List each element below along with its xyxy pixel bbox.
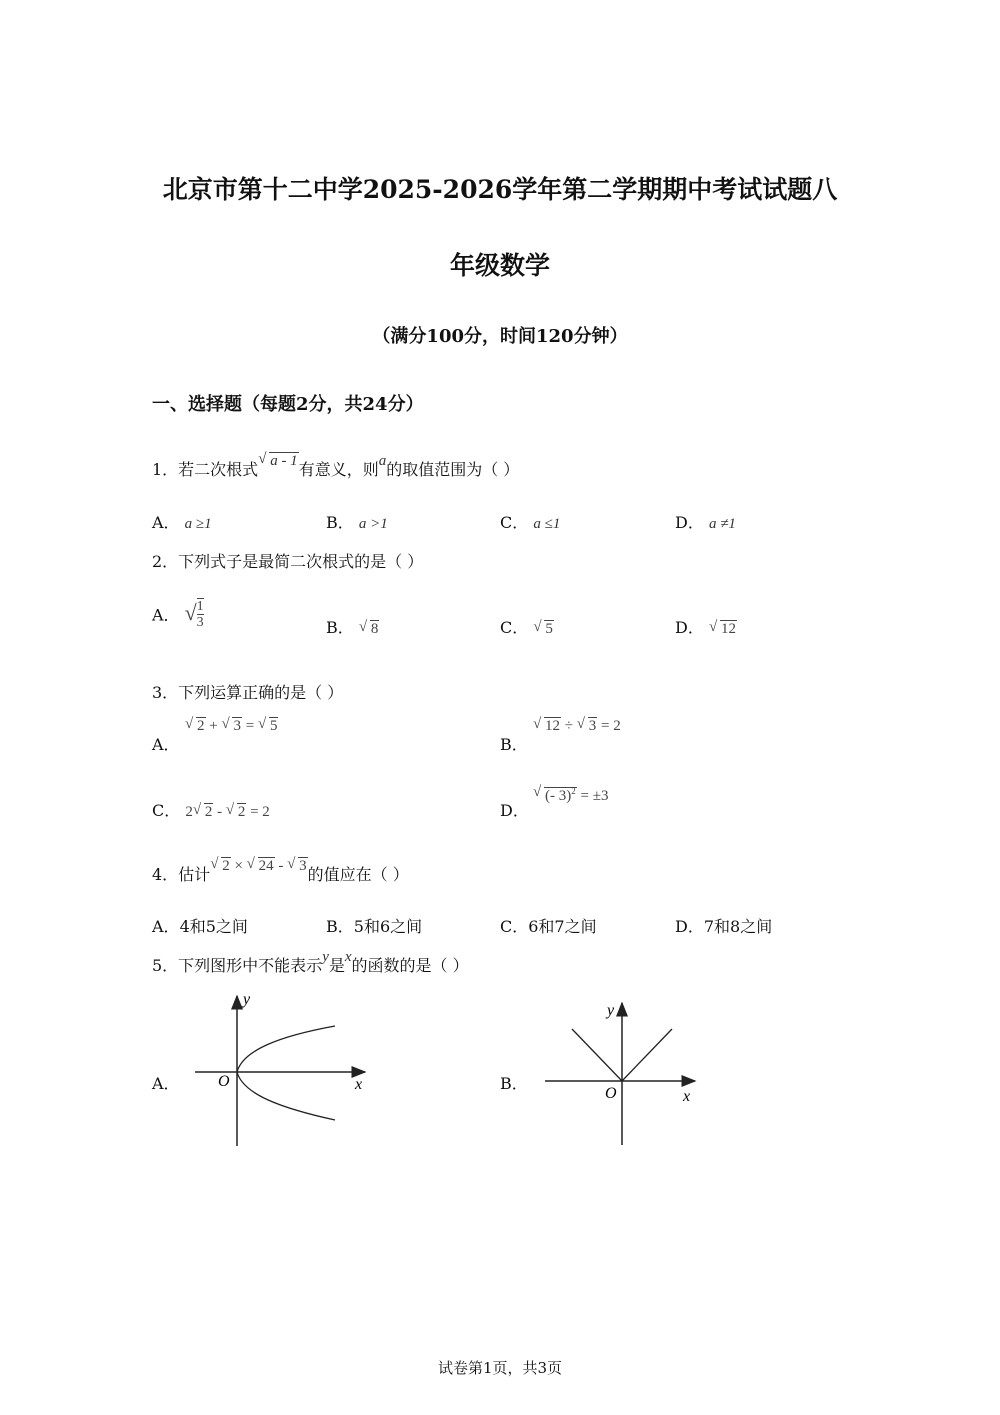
q5-option-a-label[interactable]: A． [152,1074,180,1093]
section-heading: 一、选择题（每题2分，共24分） [152,394,424,415]
q3-option-c[interactable]: C． 2√ 2 - √ 2 = 2 [152,798,270,821]
line-right [622,1029,672,1081]
x-axis-label: x [355,1076,363,1093]
x-axis-label: x [683,1088,691,1105]
exam-title-line2: 年级数学 [449,251,550,280]
q1-option-a[interactable]: A． a ≥1 [152,513,212,532]
exam-title-line1: 北京市第十二中学2025-2026学年第二学期期中考试试题八 [162,175,838,204]
q5-graph-a [185,988,385,1150]
origin-label: O [218,1073,230,1090]
q1-option-c[interactable]: C． a ≤1 [500,513,561,532]
question-5: 5．下列图形中不能表示y是x的函数的是（ ） [152,949,469,975]
question-4: 4．估计√ 2 × √ 24 - √ 3的值应在（ ） [152,862,409,885]
origin-label: O [605,1085,617,1102]
q1-option-d[interactable]: D． a ≠1 [675,513,736,532]
q2-option-d[interactable]: D． √ 12 [675,615,737,638]
question-3: 3．下列运算正确的是（ ） [152,683,344,702]
q4-option-a[interactable]: A．4和5之间 [152,917,248,936]
q3-option-d-label[interactable]: D． [500,801,529,820]
y-axis-label: y [243,991,251,1008]
q2-option-c[interactable]: C． √ 5 [500,615,554,638]
q3-option-b-label[interactable]: B． [500,735,528,754]
q5-graph-b [540,995,705,1150]
exam-subtitle: （满分100分，时间120分钟） [372,326,628,347]
q2-option-a[interactable]: A． √ $\frac{1}{3}$ [152,599,204,630]
question-1: 1．若二次根式√ a - 1有意义，则a的取值范围为（ ） [152,457,519,480]
q2-option-b[interactable]: B． √ 8 [326,615,379,638]
line-left [572,1029,622,1081]
q3-option-a-label[interactable]: A． [152,735,180,754]
q1-option-b[interactable]: B． a >1 [326,513,388,532]
q4-option-c[interactable]: C．6和7之间 [500,917,597,936]
q5-option-b-label[interactable]: B． [500,1074,528,1093]
q4-option-d[interactable]: D．7和8之间 [675,917,773,936]
q3-option-d-expr: √ (- 3)$^2$ = ±3 [533,786,608,805]
question-2: 2．下列式子是最简二次根式的是（ ） [152,552,424,571]
radical: √ a - 1 [258,453,299,470]
q4-option-b[interactable]: B．5和6之间 [326,917,423,936]
q3-option-b-expr: √ 12 ÷ √ 3 = 2 [533,718,621,735]
y-axis-label: y [607,1002,615,1019]
page-footer: 试卷第1页，共3页 [437,1359,563,1377]
parabola-curve [237,1026,335,1120]
q3-option-a-expr: √ 2 + √ 3 = √ 5 [185,718,278,735]
